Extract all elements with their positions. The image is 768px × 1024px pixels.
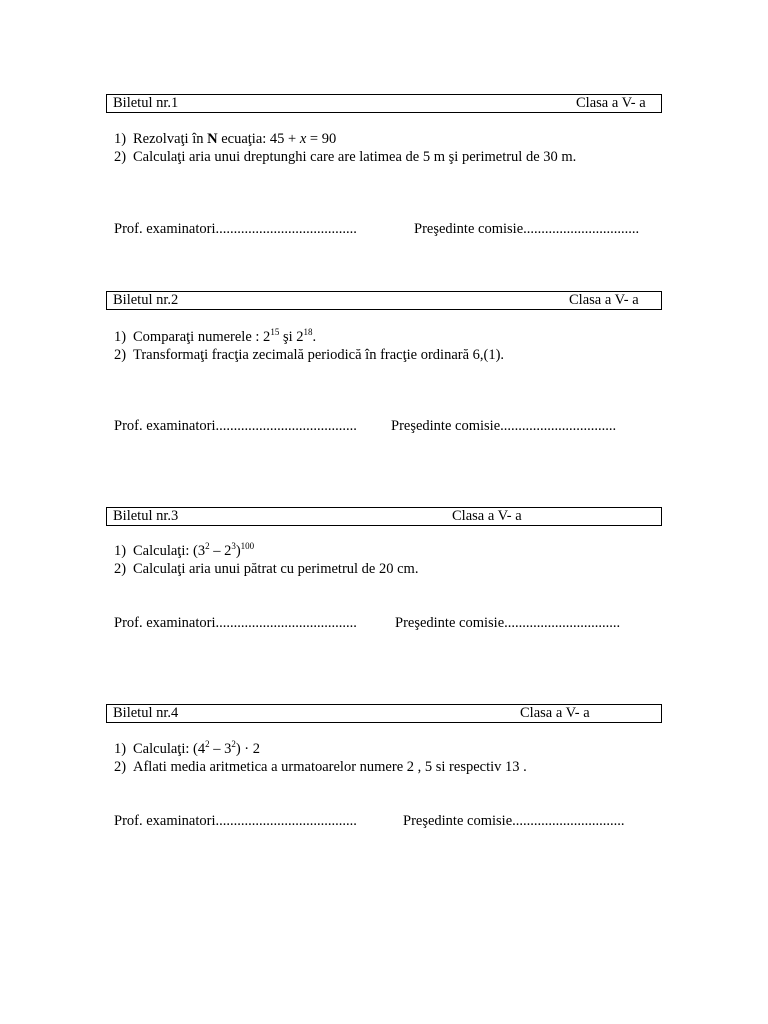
ticket-1-prof-signature: Prof. examinatori.......................................	[114, 221, 357, 237]
question-number: 2)	[114, 149, 127, 165]
exponent: 18	[303, 327, 313, 337]
ticket-1-question-1	[114, 130, 336, 148]
question-number: 2)	[114, 347, 127, 363]
question-number: 1)	[114, 543, 127, 559]
ticket-2-question-1	[114, 328, 316, 346]
ticket-2-question-2	[114, 346, 504, 364]
question-number: 1)	[114, 131, 127, 147]
exponent: 100	[240, 541, 255, 551]
question-text: .	[312, 329, 317, 345]
exponent: 15	[270, 327, 280, 337]
question-text: Comparaţi numerele : 2	[133, 329, 271, 345]
exponent: 2	[231, 739, 236, 749]
question-text: – 2	[209, 543, 232, 559]
ticket-1-title: Biletul nr.1	[113, 95, 179, 111]
question-text: )	[235, 543, 241, 559]
exponent: 2	[205, 739, 210, 749]
ticket-3-question-2	[114, 560, 418, 578]
question-text: Calculaţi aria unui pătrat cu perimetrul de 20 cm.	[133, 561, 419, 577]
ticket-3-prof-signature: Prof. examinatori.......................................	[114, 615, 357, 631]
question-number: 2)	[114, 561, 127, 577]
question-text: Calculaţi aria unui dreptunghi care are latimea de 5 m şi perimetrul de 30 m.	[133, 149, 577, 165]
ticket-3-header	[106, 507, 662, 526]
ticket-4-question-2	[114, 758, 527, 776]
question-number: 1)	[114, 329, 127, 345]
ticket-4-question-1	[114, 740, 260, 758]
question-text: = 90	[306, 131, 337, 147]
ticket-4-prof-signature: Prof. examinatori.......................................	[114, 813, 357, 829]
ticket-4-header	[106, 704, 662, 723]
question-text: şi 2	[279, 329, 304, 345]
ticket-3-president-signature: Preşedinte comisie................................	[395, 615, 621, 631]
ticket-3-title: Biletul nr.3	[113, 508, 179, 524]
ticket-2-header	[106, 291, 662, 310]
natural-numbers-symbol: N	[207, 131, 218, 147]
question-text: Rezolvaţi în	[133, 131, 208, 147]
ticket-4-title: Biletul nr.4	[113, 705, 179, 721]
ticket-2-class: Clasa a V- a	[569, 292, 639, 308]
question-text: Transformaţi fracţia zecimală periodică în fracţie ordinară 6,(1).	[133, 347, 505, 363]
ticket-2-president-signature: Preşedinte comisie................................	[391, 418, 617, 434]
ticket-4-president-signature: Preşedinte comisie...............................	[403, 813, 625, 829]
ticket-1-header	[106, 94, 662, 113]
exponent: 3	[231, 541, 236, 551]
ticket-1-president-signature: Preşedinte comisie................................	[414, 221, 640, 237]
question-text: ) · 2	[235, 741, 260, 757]
question-text: Calculaţi: (4	[133, 741, 206, 757]
ticket-1-question-2	[114, 148, 576, 166]
ticket-4-class: Clasa a V- a	[520, 705, 590, 721]
question-text: ecuaţia: 45 +	[217, 131, 300, 147]
question-number: 1)	[114, 741, 127, 757]
ticket-2-prof-signature: Prof. examinatori.......................................	[114, 418, 357, 434]
question-number: 2)	[114, 759, 127, 775]
ticket-3-question-1	[114, 542, 254, 560]
ticket-2-title: Biletul nr.2	[113, 292, 179, 308]
question-text: Aflati media aritmetica a urmatoarelor numere 2 , 5 si respectiv 13 .	[133, 759, 527, 775]
variable-x: x	[299, 131, 307, 147]
exponent: 2	[205, 541, 210, 551]
ticket-3-class: Clasa a V- a	[452, 508, 522, 524]
ticket-1-class: Clasa a V- a	[576, 95, 646, 111]
question-text: – 3	[209, 741, 232, 757]
question-text: Calculaţi: (3	[133, 543, 206, 559]
